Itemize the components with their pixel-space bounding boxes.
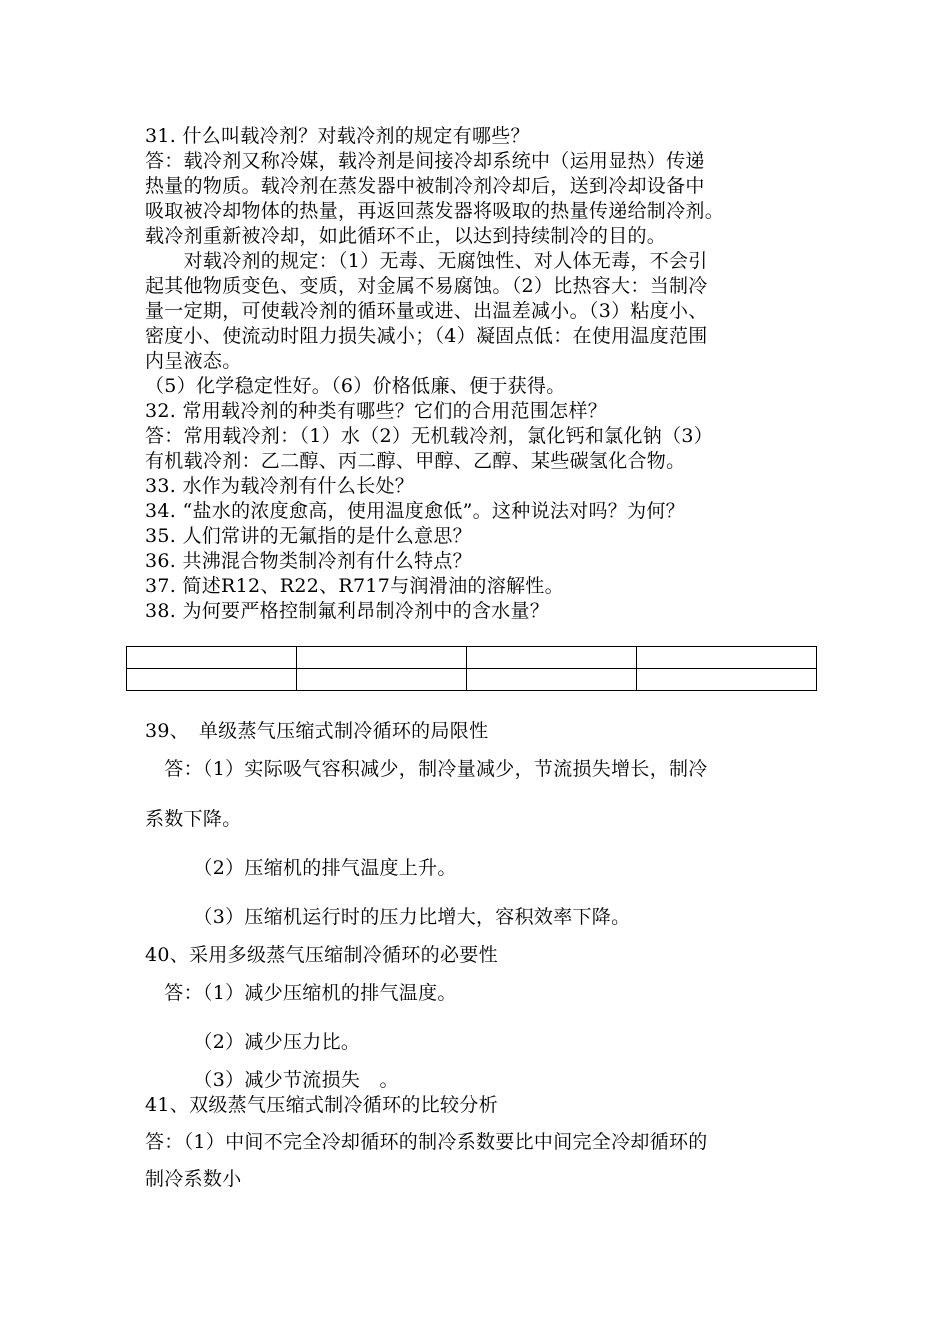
table-cell <box>467 647 637 669</box>
table-cell <box>637 647 817 669</box>
q31-title: 31. 什么叫载冷剂？对载冷剂的规定有哪些？ <box>145 125 530 147</box>
q31-answer-line: 载冷剂重新被冷却，如此循环不止，以达到持续制冷的目的。 <box>145 225 667 247</box>
q40-answer-line: 答：（1）减少压缩机的排气温度。 <box>145 982 457 1004</box>
q39-answer-line: 系数下降。 <box>145 808 242 830</box>
q41-answer-line: 答：（1）中间不完全冷却循环的制冷系数要比中间完全冷却循环的 <box>145 1131 708 1153</box>
q31-answer-line: 答：载冷剂又称冷媒，载冷剂是间接冷却系统中（运用显热）传递 <box>145 150 705 172</box>
q39-answer-line: 答：（1）实际吸气容积减少，制冷量减少，节流损失增长，制冷 <box>145 758 708 780</box>
q32-answer-line: 答：常用载冷剂：（1）水（2）无机载冷剂，氯化钙和氯化钠（3） <box>145 425 714 447</box>
table-cell <box>297 647 467 669</box>
q40-answer-line: （2）减少压力比。 <box>145 1031 361 1053</box>
q31-rules-line: 密度小、使流动时阻力损失减小；（4）凝固点低：在使用温度范围 <box>145 325 708 347</box>
q39-title: 39、 单级蒸气压缩式制冷循环的局限性 <box>145 720 489 742</box>
table-row <box>127 669 817 691</box>
table-cell <box>637 669 817 691</box>
q40-answer-line: （3）减少节流损失 。 <box>145 1069 399 1091</box>
q38-title: 38. 为何要严格控制氟利昂制冷剂中的含水量？ <box>145 600 550 622</box>
q41-title: 41、双级蒸气压缩式制冷循环的比较分析 <box>145 1094 498 1116</box>
q35-title: 35. 人们常讲的无氟指的是什么意思？ <box>145 525 472 547</box>
q36-title: 36. 共沸混合物类制冷剂有什么特点？ <box>145 550 472 572</box>
q40-title: 40、采用多级蒸气压缩制冷循环的必要性 <box>145 944 498 966</box>
q31-answer-line: 吸取被冷却物体的热量，再返回蒸发器将吸取的热量传递给制冷剂。 <box>145 200 725 222</box>
table-cell <box>127 669 297 691</box>
table-cell <box>297 669 467 691</box>
q39-answer-line: （2）压缩机的排气温度上升。 <box>145 857 457 879</box>
q33-title: 33. 水作为载冷剂有什么长处？ <box>145 475 415 497</box>
q32-title: 32. 常用载冷剂的种类有哪些？它们的合用范围怎样？ <box>145 400 608 422</box>
table-cell <box>127 647 297 669</box>
q32-answer-line: 有机载冷剂：乙二醇、丙二醇、甲醇、乙醇、某些碳氢化合物。 <box>145 450 686 472</box>
q31-rules-line: 内呈液态。 <box>145 350 242 372</box>
q41-answer-line: 制冷系数小 <box>145 1168 242 1190</box>
table-cell <box>467 669 637 691</box>
q34-title: 34. “盐水的浓度愈高，使用温度愈低”。这种说法对吗？为何？ <box>145 500 685 522</box>
q31-rules-line: （5）化学稳定性好。（6）价格低廉、便于获得。 <box>145 375 566 397</box>
q31-rules-line: 起其他物质变色、变质，对金属不易腐蚀。（2）比热容大：当制冷 <box>145 275 708 297</box>
q31-answer-line: 热量的物质。载冷剂在蒸发器中被制冷剂冷却后，送到冷却设备中 <box>145 175 705 197</box>
q39-answer-line: （3）压缩机运行时的压力比增大，容积效率下降。 <box>145 906 631 928</box>
empty-table <box>126 646 817 691</box>
q31-rules-line: 量一定期，可使载冷剂的循环量或进、出温差减小。（3）粘度小、 <box>145 300 708 322</box>
table-row <box>127 647 817 669</box>
q37-title: 37. 简述R12、R22、R717与润滑油的溶解性。 <box>145 575 564 597</box>
q31-rules-line: 对载冷剂的规定：（1）无毒、无腐蚀性、对人体无毒，不会引 <box>145 250 708 272</box>
